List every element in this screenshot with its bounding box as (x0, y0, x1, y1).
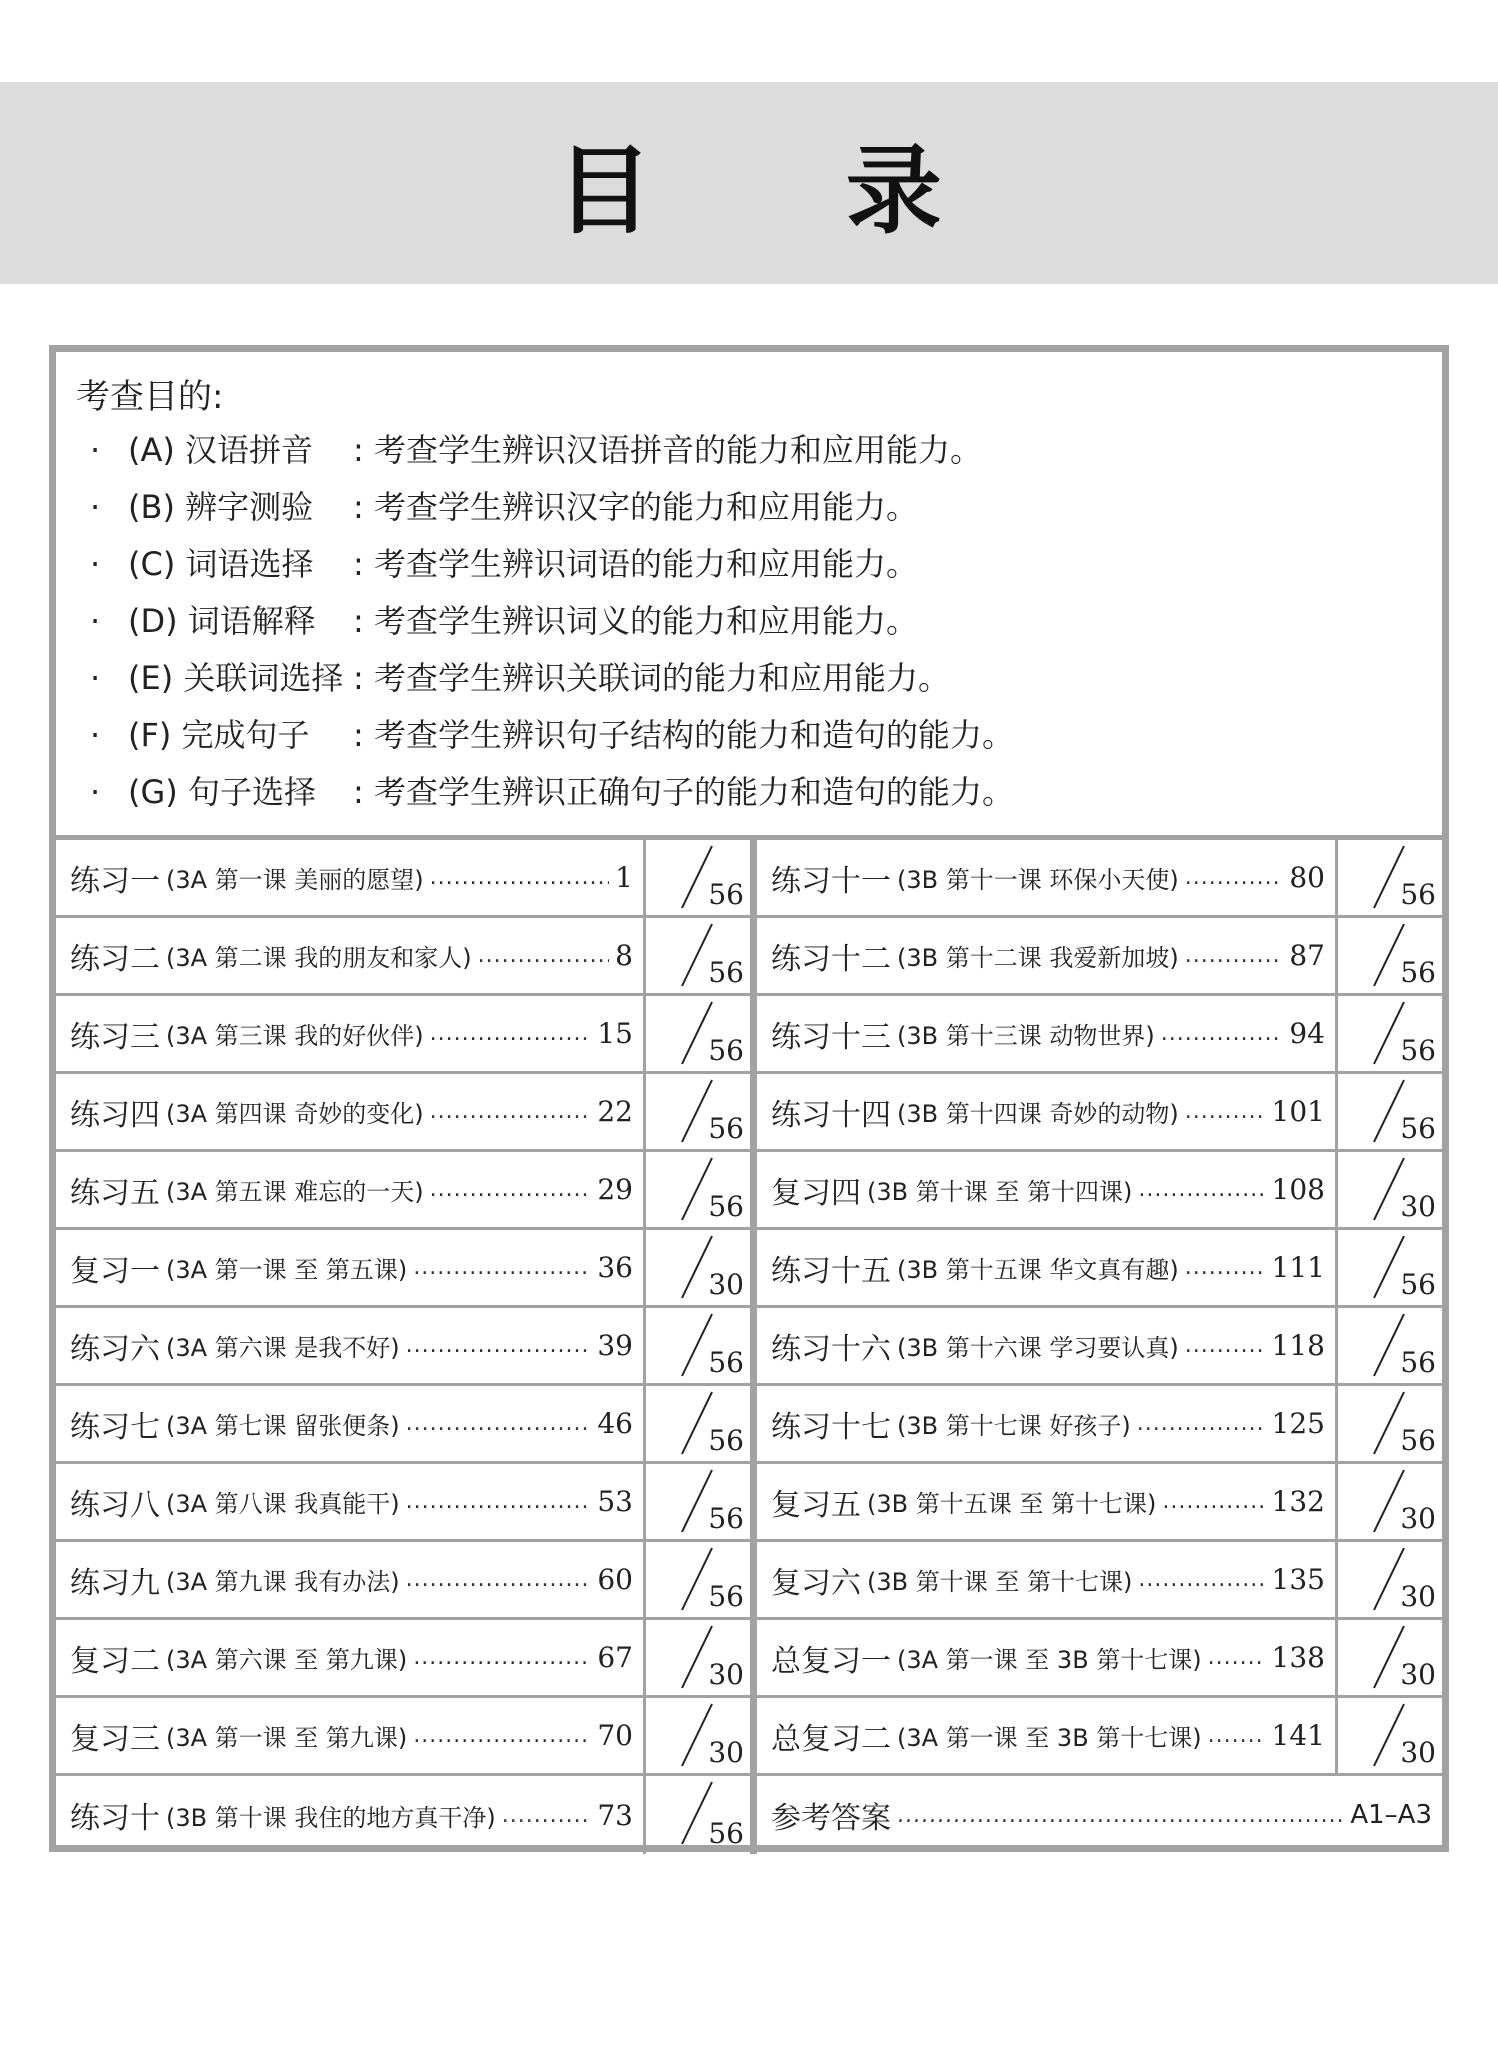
entry-title: 总复习一 (771, 1643, 891, 1679)
objective-item (76, 764, 1014, 821)
score-total: 30 (1400, 1736, 1436, 1769)
score-box (646, 1542, 750, 1617)
entry-subtitle: (3A 第五课 难忘的一天) (166, 1178, 424, 1206)
page-title: 目 录 (556, 134, 1022, 247)
score-box (1338, 1308, 1442, 1383)
entry-page-number: 70 (597, 1719, 633, 1752)
objectives-list (76, 422, 1014, 821)
dot-leader (1185, 1255, 1266, 1280)
score-box (1338, 996, 1442, 1071)
entry-subtitle: (3A 第三课 我的好伙伴) (166, 1022, 424, 1050)
entry-page-number: 46 (597, 1407, 633, 1440)
toc-row (757, 1230, 1442, 1308)
entry-title: 练习八 (70, 1487, 160, 1523)
dot-leader (430, 865, 610, 890)
entry-subtitle: (3B 第十二课 我爱新加坡) (897, 944, 1179, 972)
bullet: · (90, 659, 101, 697)
entry-subtitle: (3B 第十七课 好孩子) (897, 1412, 1131, 1440)
toc-entry[interactable] (757, 1620, 1338, 1695)
score-total: 56 (708, 1502, 744, 1535)
score-box (1338, 840, 1442, 915)
entry-subtitle: (3B 第十课 我住的地方真干净) (166, 1803, 496, 1832)
entry-title: 练习十七 (771, 1409, 891, 1445)
score-box (646, 1230, 750, 1305)
score-total: 30 (708, 1268, 744, 1301)
objective-description: : 考查学生辨识句子结构的能力和造句的能力。 (353, 716, 1014, 754)
dot-leader (1185, 1099, 1266, 1124)
score-total: 56 (1400, 1268, 1436, 1301)
objective-description: : 考查学生辨识汉语拼音的能力和应用能力。 (353, 431, 982, 469)
toc-row (56, 1386, 750, 1464)
entry-page-number: 94 (1289, 1017, 1325, 1050)
toc-row (56, 996, 750, 1074)
entry-title: 复习五 (771, 1487, 861, 1523)
dot-leader (413, 1255, 591, 1280)
dot-leader (1185, 865, 1284, 890)
dot-leader (1185, 1333, 1266, 1358)
score-box (646, 1776, 750, 1854)
entry-subtitle: (3A 第一课 美丽的愿望) (166, 866, 424, 894)
objective-description: : 考查学生辨识词语的能力和应用能力。 (353, 545, 918, 583)
entry-page-number: 132 (1271, 1485, 1325, 1518)
entry-page-number: 108 (1271, 1173, 1325, 1206)
objective-label: (D) 词语解释 (128, 602, 316, 640)
entry-page-number: 39 (597, 1329, 633, 1362)
entry-title: 练习十三 (771, 1019, 891, 1055)
entry-title: 复习二 (70, 1643, 160, 1679)
entry-subtitle: (3A 第七课 留张便条) (166, 1412, 400, 1440)
toc-row (757, 918, 1442, 996)
toc-entry[interactable] (56, 996, 646, 1071)
score-box (646, 918, 750, 993)
score-total: 56 (708, 1346, 744, 1379)
entry-page-number: 118 (1271, 1329, 1325, 1362)
score-total: 56 (1400, 1346, 1436, 1379)
score-box (1338, 1074, 1442, 1149)
dot-leader (1208, 1645, 1266, 1670)
score-total: 30 (1400, 1658, 1436, 1691)
entry-title: 复习六 (771, 1565, 861, 1601)
dot-leader (1137, 1411, 1266, 1436)
score-total: 30 (708, 1658, 744, 1691)
bullet: · (90, 773, 101, 811)
toc-entry[interactable] (56, 1074, 646, 1149)
score-box (1338, 1698, 1442, 1773)
score-total: 56 (1400, 1424, 1436, 1457)
toc-entry[interactable] (757, 1698, 1338, 1773)
entry-subtitle: (3A 第六课 至 第九课) (166, 1646, 408, 1674)
dot-leader (1138, 1567, 1265, 1592)
toc-row (56, 1152, 750, 1230)
toc-row (56, 840, 750, 918)
bullet: · (90, 602, 101, 640)
entry-page-number: 87 (1289, 939, 1325, 972)
entry-title: 练习二 (70, 941, 160, 977)
score-box (646, 1698, 750, 1773)
objective-item (76, 593, 1014, 650)
objective-label: (A) 汉语拼音 (128, 431, 314, 469)
score-total: 30 (1400, 1502, 1436, 1535)
entry-page-number: 60 (597, 1563, 633, 1596)
entry-subtitle: (3A 第八课 我真能干) (166, 1490, 400, 1518)
toc-row (56, 1620, 750, 1698)
entry-page-number: 22 (597, 1095, 633, 1128)
toc-entry[interactable] (757, 1464, 1338, 1539)
entry-subtitle: (3B 第十四课 奇妙的动物) (897, 1100, 1179, 1128)
toc-row (757, 1386, 1442, 1464)
score-box (646, 1308, 750, 1383)
toc-entry[interactable] (56, 918, 646, 993)
entry-title: 练习十二 (771, 941, 891, 977)
dot-leader (430, 1177, 592, 1202)
entry-title: 练习十四 (771, 1097, 891, 1133)
toc-entry[interactable] (757, 840, 1338, 915)
score-total: 56 (708, 1580, 744, 1613)
score-total: 56 (1400, 878, 1436, 911)
objective-label: (F) 完成句子 (128, 716, 310, 754)
bullet: · (90, 488, 101, 526)
bullet: · (90, 545, 101, 583)
objective-item (76, 536, 1014, 593)
contents-frame (49, 345, 1449, 1852)
entry-title: 练习四 (70, 1097, 160, 1133)
dot-leader (478, 943, 610, 968)
answers-title: 参考答案 (771, 1801, 891, 1836)
entry-subtitle: (3A 第九课 我有办法) (166, 1568, 400, 1596)
score-box (1338, 1152, 1442, 1227)
objective-item (76, 650, 1014, 707)
toc-row (757, 840, 1442, 918)
entry-title: 复习四 (771, 1175, 861, 1211)
objective-description: : 考查学生辨识汉字的能力和应用能力。 (353, 488, 918, 526)
contents-table (56, 835, 1442, 1850)
objectives-heading: 考查目的: (76, 377, 224, 417)
objective-label: (G) 句子选择 (128, 773, 316, 811)
entry-title: 练习十 (70, 1801, 160, 1836)
toc-row (56, 1074, 750, 1152)
toc-entry[interactable] (56, 1542, 646, 1617)
left-column (56, 840, 750, 1854)
toc-entry[interactable] (757, 1074, 1338, 1149)
score-box (1338, 1464, 1442, 1539)
dot-leader (502, 1803, 592, 1828)
entry-title: 练习十五 (771, 1253, 891, 1289)
entry-subtitle: (3A 第一课 至 第五课) (166, 1256, 408, 1284)
entry-page-number: 73 (597, 1798, 633, 1832)
entry-page-number: 15 (597, 1017, 633, 1050)
toc-row (757, 1542, 1442, 1620)
toc-entry[interactable] (757, 1386, 1338, 1461)
entry-page-number: 111 (1271, 1251, 1325, 1284)
dot-leader (413, 1723, 591, 1748)
entry-title: 练习十一 (771, 863, 891, 899)
toc-row (56, 1542, 750, 1620)
dot-leader (406, 1333, 592, 1358)
toc-entry[interactable] (56, 1308, 646, 1383)
score-box (1338, 1386, 1442, 1461)
toc-row (757, 996, 1442, 1074)
toc-entry[interactable] (757, 1542, 1338, 1617)
score-box (646, 996, 750, 1071)
score-total: 56 (1400, 1034, 1436, 1067)
score-total: 56 (1400, 1112, 1436, 1145)
entry-page-number: 53 (597, 1485, 633, 1518)
entry-title: 练习一 (70, 863, 160, 899)
toc-row (757, 1620, 1442, 1698)
entry-title: 练习十六 (771, 1331, 891, 1367)
dot-leader (1185, 943, 1284, 968)
entry-page-number: 125 (1271, 1407, 1325, 1440)
toc-row (757, 1074, 1442, 1152)
toc-entry[interactable] (56, 840, 646, 915)
entry-page-number: 36 (597, 1251, 633, 1284)
entry-subtitle: (3A 第一课 至 3B 第十七课) (897, 1646, 1202, 1674)
toc-row (757, 1464, 1442, 1542)
dot-leader (430, 1021, 592, 1046)
score-total: 30 (1400, 1580, 1436, 1613)
score-box (646, 1620, 750, 1695)
entry-page-number: 67 (597, 1641, 633, 1674)
entry-subtitle: (3B 第十三课 动物世界) (897, 1022, 1155, 1050)
score-total: 30 (1400, 1190, 1436, 1223)
bullet: · (90, 431, 101, 469)
objective-label: (C) 词语选择 (128, 545, 314, 583)
score-total: 56 (708, 956, 744, 989)
toc-entry[interactable] (757, 1230, 1338, 1305)
right-column (750, 840, 1442, 1854)
objective-item (76, 479, 1014, 536)
entry-subtitle: (3A 第一课 至 第九课) (166, 1724, 408, 1752)
toc-row (56, 918, 750, 996)
toc-row (757, 1698, 1442, 1776)
toc-row (56, 1776, 750, 1854)
toc-entry[interactable] (56, 1230, 646, 1305)
score-total: 56 (708, 1112, 744, 1145)
entry-page-number: 1 (615, 861, 633, 894)
entry-page-number: 141 (1271, 1719, 1325, 1752)
toc-row-answers (757, 1776, 1442, 1854)
score-total: 56 (708, 1190, 744, 1223)
objective-label: (E) 关联词选择 (128, 659, 344, 697)
toc-entry[interactable] (56, 1464, 646, 1539)
score-total: 56 (708, 1817, 744, 1850)
entry-subtitle: (3B 第十课 至 第十七课) (867, 1568, 1133, 1596)
score-total: 56 (708, 1034, 744, 1067)
bullet: · (90, 716, 101, 754)
score-box (646, 1386, 750, 1461)
toc-row (56, 1308, 750, 1386)
entry-title: 练习五 (70, 1175, 160, 1211)
dot-leader (430, 1099, 592, 1124)
toc-entry[interactable] (757, 918, 1338, 993)
entry-page-number: 80 (1289, 861, 1325, 894)
toc-entry[interactable] (56, 1776, 646, 1854)
objective-description: : 考查学生辨识关联词的能力和应用能力。 (353, 659, 950, 697)
score-total: 56 (1400, 956, 1436, 989)
entry-subtitle: (3B 第十六课 学习要认真) (897, 1334, 1179, 1362)
objective-item (76, 707, 1014, 764)
toc-entry[interactable] (757, 1308, 1338, 1383)
toc-row (56, 1464, 750, 1542)
objective-label: (B) 辨字测验 (128, 488, 314, 526)
score-total: 30 (708, 1736, 744, 1769)
answers-page-range: A1–A3 (1350, 1800, 1432, 1830)
objective-description: : 考查学生辨识正确句子的能力和造句的能力。 (353, 773, 1014, 811)
entry-title: 练习三 (70, 1019, 160, 1055)
entry-title: 复习三 (70, 1721, 160, 1757)
toc-entry[interactable] (757, 1152, 1338, 1227)
toc-entry[interactable] (56, 1386, 646, 1461)
dot-leader (1162, 1489, 1265, 1514)
score-box (646, 1152, 750, 1227)
dot-leader (1208, 1723, 1266, 1748)
toc-entry[interactable] (56, 1620, 646, 1695)
toc-entry[interactable] (56, 1152, 646, 1227)
entry-subtitle: (3A 第一课 至 3B 第十七课) (897, 1724, 1202, 1752)
entry-page-number: 135 (1271, 1563, 1325, 1596)
entry-title: 练习九 (70, 1565, 160, 1601)
entry-page-number: 138 (1271, 1641, 1325, 1674)
toc-row (56, 1698, 750, 1776)
entry-title: 总复习二 (771, 1721, 891, 1757)
objective-description: : 考查学生辨识词义的能力和应用能力。 (353, 602, 918, 640)
entry-subtitle: (3B 第十五课 至 第十七课) (867, 1490, 1157, 1518)
entry-subtitle: (3A 第四课 奇妙的变化) (166, 1100, 424, 1128)
entry-page-number: 29 (597, 1173, 633, 1206)
toc-row (757, 1152, 1442, 1230)
entry-subtitle: (3B 第十课 至 第十四课) (867, 1178, 1133, 1206)
entry-subtitle: (3A 第二课 我的朋友和家人) (166, 944, 472, 972)
score-box (1338, 1620, 1442, 1695)
dot-leader (413, 1645, 591, 1670)
toc-entry[interactable] (56, 1698, 646, 1773)
score-box (1338, 918, 1442, 993)
dot-leader (1138, 1177, 1265, 1202)
score-box (1338, 1230, 1442, 1305)
answers-entry[interactable] (757, 1776, 1442, 1854)
toc-row (757, 1308, 1442, 1386)
score-total: 56 (708, 1424, 744, 1457)
entry-subtitle: (3B 第十五课 华文真有趣) (897, 1256, 1179, 1284)
toc-entry[interactable] (757, 996, 1338, 1071)
dot-leader (406, 1567, 592, 1592)
score-box (1338, 1542, 1442, 1617)
entry-title: 复习一 (70, 1253, 160, 1289)
entry-subtitle: (3A 第六课 是我不好) (166, 1334, 400, 1362)
dot-leader (406, 1411, 592, 1436)
objective-item (76, 422, 1014, 479)
score-total: 56 (708, 878, 744, 911)
score-box (646, 1074, 750, 1149)
dot-leader (897, 1803, 1344, 1828)
score-box (646, 1464, 750, 1539)
title-banner (0, 82, 1498, 284)
objectives-section (76, 372, 1014, 821)
score-box (646, 840, 750, 915)
entry-title: 练习七 (70, 1409, 160, 1445)
entry-title: 练习六 (70, 1331, 160, 1367)
entry-subtitle: (3B 第十一课 环保小天使) (897, 866, 1179, 894)
dot-leader (1161, 1021, 1284, 1046)
entry-page-number: 8 (615, 939, 633, 972)
toc-row (56, 1230, 750, 1308)
entry-page-number: 101 (1271, 1095, 1325, 1128)
dot-leader (406, 1489, 592, 1514)
